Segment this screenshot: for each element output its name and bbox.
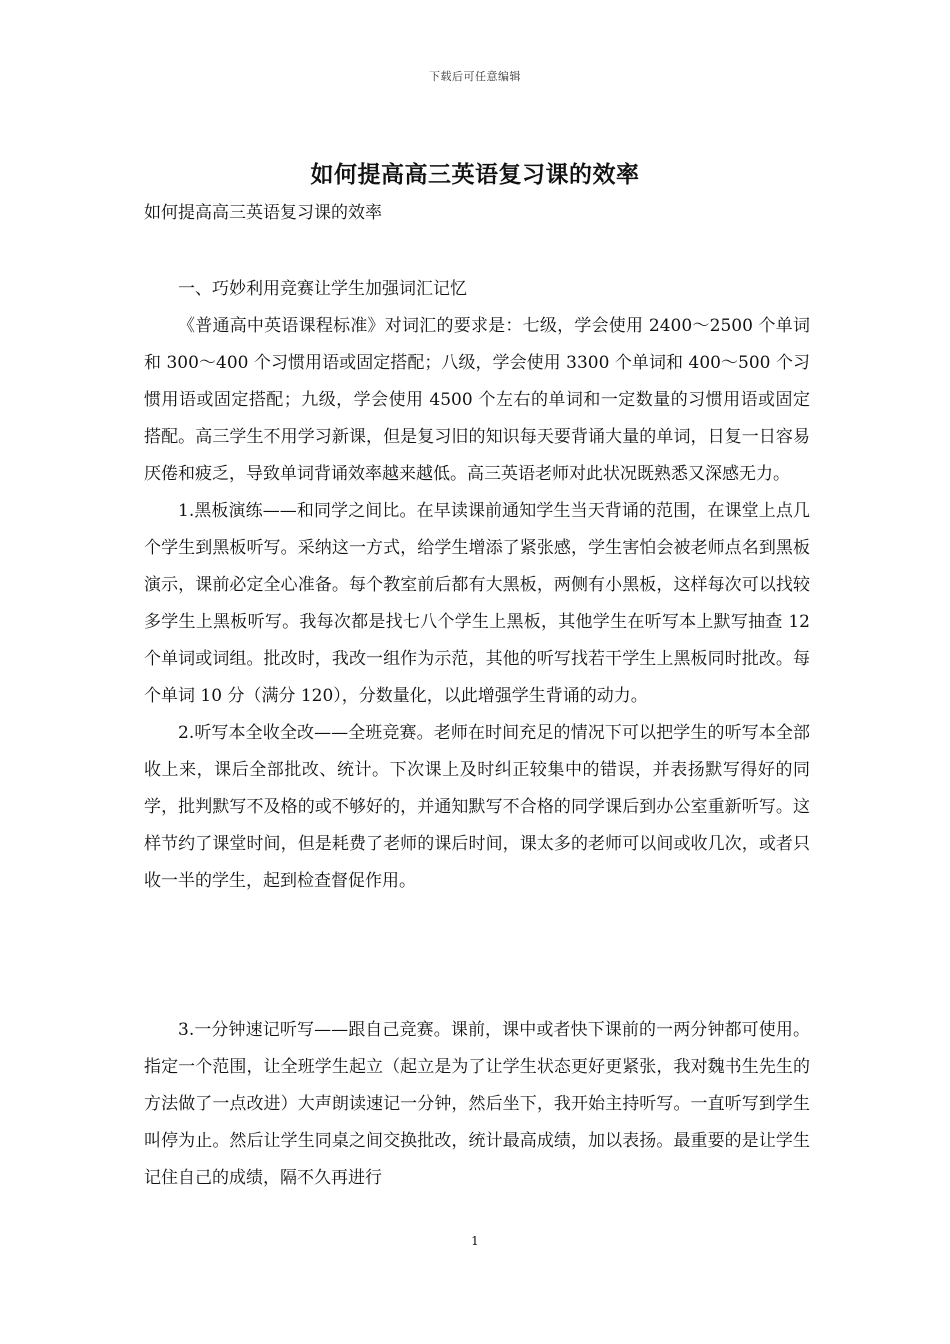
section-heading: 一、巧妙利用竞赛让学生加强词汇记忆 — [178, 279, 467, 299]
page-number: 1 — [471, 1234, 479, 1248]
page-header-note: 下载后可任意编辑 — [429, 70, 521, 83]
paragraph-one-minute-dictation: 3.一分钟速记听写——跟自己竞赛。课前，课中或者快下课前的一两分钟都可使用。指定一个范围，让全班学生起立（起立是为了让学生状态更好更紧张，我对魏书生先生的方法做了一点改进）大声朗读速记一分钟，然后坐下，我开始主持听写。一直听写到学生叫停为止。然后让学生同桌之间交换批改，统计最高成绩，加以表扬。最重要的是让学生记住自己的成绩，隔不久再进行 — [144, 1020, 810, 1188]
body-text-block-continued — [144, 1012, 810, 1197]
paragraph-blackboard-practice: 1.黑板演练——和同学之间比。在早读课前通知学生当天背诵的范围，在课堂上点几个学生到黑板听写。采纳这一方式，给学生增添了紧张感，学生害怕会被老师点名到黑板演示，课前必定全心准备。每个教室前后都有大黑板，两侧有小黑板，这样每次可以找较多学生上黑板听写。我每次都是找七八个学生上黑板，其他学生在听写本上默写抽查 12 个单词或词组。批改时，我改一组作为示范，其他的听写找若干学生上黑板同时批改。每个单词 10 分（满分 120），分数量化，以此增强学生背诵的动力。 — [144, 501, 810, 706]
document-subtitle: 如何提高高三英语复习课的效率 — [144, 203, 382, 223]
paragraph-dictation-collection: 2.听写本全收全改——全班竞赛。老师在时间充足的情况下可以把学生的听写本全部收上来，课后全部批改、统计。下次课上及时纠正较集中的错误，并表扬默写得好的同学，批判默写不及格的或不够好的，并通知默写不合格的同学课后到办公室重新听写。这样节约了课堂时间，但是耗费了老师的课后时间，课太多的老师可以间或收几次，或者只收一半的学生，起到检查督促作用。 — [144, 723, 810, 891]
paragraph-curriculum-standard: 《普通高中英语课程标准》对词汇的要求是：七级，学会使用 2400～2500 个单词和 300～400 个习惯用语或固定搭配；八级，学会使用 3300 个单词和 400～500 个习惯用语或固定搭配；九级，学会使用 4500 个左右的单词和一定数量的习惯用语或固定搭配。高三学生不用学习新课，但是复习旧的知识每天要背诵大量的单词，日复一日容易厌倦和疲乏，导致单词背诵效率越来越低。高三英语老师对此状况既熟悉又深感无力。 — [144, 316, 810, 484]
document-title: 如何提高高三英语复习课的效率 — [310, 161, 640, 188]
body-text-block — [144, 271, 810, 900]
